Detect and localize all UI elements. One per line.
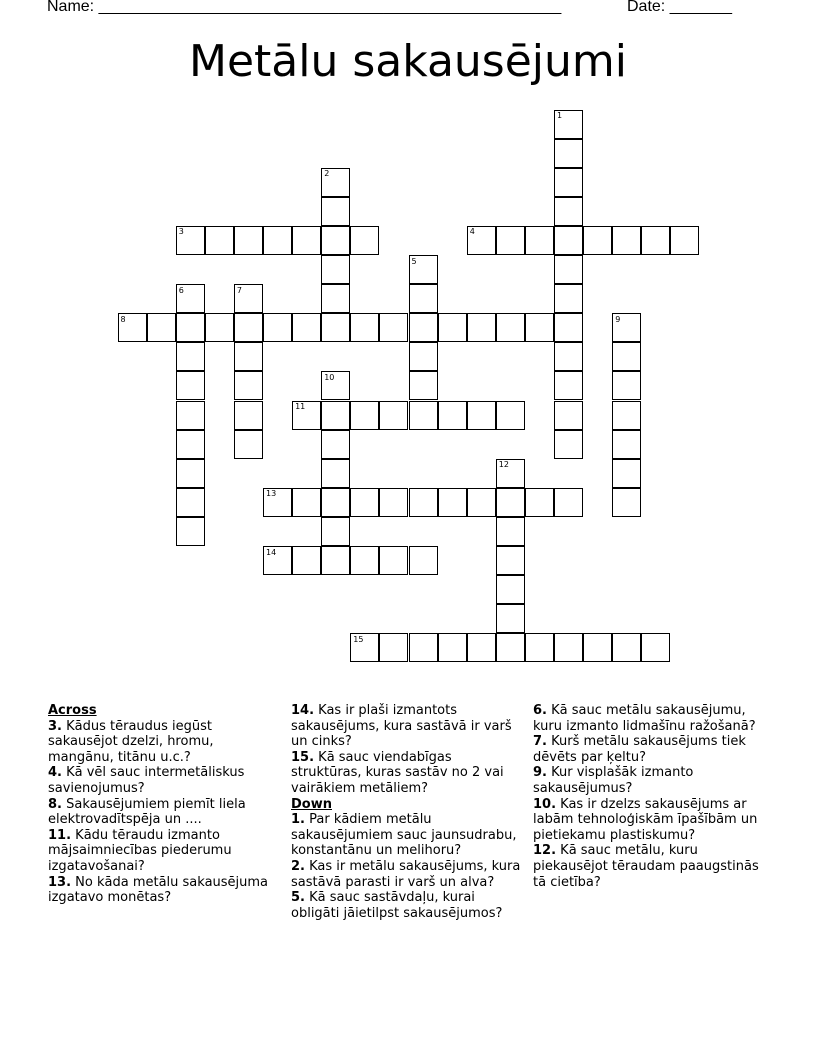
grid-cell[interactable]	[612, 401, 641, 430]
grid-cell[interactable]	[496, 633, 525, 662]
grid-cell[interactable]	[554, 139, 583, 168]
clue-number-8: 8	[120, 314, 126, 324]
grid-cell[interactable]	[496, 517, 525, 546]
grid-cell[interactable]	[147, 313, 176, 342]
grid-cell[interactable]	[321, 313, 350, 342]
grid-cell[interactable]	[321, 401, 350, 430]
grid-cell[interactable]	[321, 546, 350, 575]
clue-across-8: 8. Sakausējumiem piemīt liela elektrovadītspēja un ....	[48, 796, 246, 828]
date-field-label: Date: _______	[627, 0, 732, 15]
grid-cell[interactable]	[554, 255, 583, 284]
grid-cell[interactable]	[379, 401, 408, 430]
grid-cell[interactable]	[496, 546, 525, 575]
grid-cell[interactable]	[292, 313, 321, 342]
grid-cell[interactable]	[234, 401, 263, 430]
grid-cell[interactable]	[379, 488, 408, 517]
grid-cell[interactable]	[234, 313, 263, 342]
grid-cell[interactable]	[409, 546, 438, 575]
grid-cell[interactable]	[321, 430, 350, 459]
grid-cell[interactable]	[292, 546, 321, 575]
grid-cell[interactable]	[612, 633, 641, 662]
grid-cell[interactable]	[554, 168, 583, 197]
clues-column-3	[533, 703, 761, 890]
grid-cell[interactable]	[554, 430, 583, 459]
grid-cell[interactable]	[409, 313, 438, 342]
clue-number-4: 4	[469, 227, 475, 237]
clue-number-1: 1	[557, 111, 563, 120]
grid-cell[interactable]	[525, 633, 554, 662]
clue-down-5: 5. Kā sauc sastāvdaļu, kurai obligāti jāietilpst sakausējumos?	[291, 890, 503, 921]
grid-cell[interactable]	[379, 633, 408, 662]
grid-cell[interactable]	[525, 313, 554, 342]
clue-down-12: 12. Kā sauc metālu, kuru piekausējot tēraudam paaugstinās tā cietība?	[533, 843, 759, 890]
grid-cell[interactable]	[321, 488, 350, 517]
clue-number-2: 2	[324, 169, 330, 179]
clue-number-11: 11	[295, 402, 306, 411]
grid-cell[interactable]	[176, 488, 205, 517]
grid-cell[interactable]	[321, 197, 350, 226]
grid-cell[interactable]	[409, 342, 438, 371]
clue-number-5: 5	[411, 256, 417, 266]
grid-cell[interactable]	[321, 226, 350, 255]
grid-cell[interactable]	[205, 313, 234, 342]
grid-cell[interactable]	[292, 226, 321, 255]
grid-cell[interactable]	[554, 401, 583, 430]
grid-cell[interactable]	[176, 313, 205, 342]
clue-number-6: 6	[178, 285, 184, 295]
grid-cell[interactable]	[409, 371, 438, 400]
grid-cell[interactable]	[350, 313, 379, 342]
grid-cell[interactable]	[641, 633, 670, 662]
grid-cell[interactable]	[612, 430, 641, 459]
clue-across-14: 14. Kas ir plaši izmantots sakausējums, kura sastāvā ir varš un cinks?	[291, 703, 512, 750]
grid-cell[interactable]	[176, 430, 205, 459]
grid-cell[interactable]	[321, 459, 350, 488]
grid-cell[interactable]	[321, 517, 350, 546]
clue-number-14: 14	[266, 547, 277, 557]
grid-cell[interactable]	[438, 313, 467, 342]
page-title: Metālu sakausējumi	[189, 36, 627, 87]
grid-cell[interactable]	[496, 604, 525, 633]
grid-cell[interactable]	[554, 342, 583, 371]
grid-cell[interactable]	[350, 401, 379, 430]
grid-cell[interactable]	[496, 575, 525, 604]
grid-cell[interactable]	[350, 488, 379, 517]
clue-number-3: 3	[178, 227, 184, 237]
grid-cell[interactable]	[234, 226, 263, 255]
clue-down-7: 7. Kurš metālu sakausējums tiek dēvēts par ķeltu?	[533, 734, 746, 765]
clue-across-13: 13. No kāda metālu sakausējuma izgatavo monētas?	[48, 874, 269, 906]
clue-across-4: 4. Kā vēl sauc intermetāliskus savienojumus?	[48, 765, 245, 796]
grid-cell[interactable]	[525, 488, 554, 517]
grid-cell[interactable]	[409, 488, 438, 517]
grid-cell[interactable]	[612, 226, 641, 255]
grid-cell[interactable]	[263, 226, 292, 255]
grid-cell[interactable]	[554, 284, 583, 313]
grid-cell[interactable]	[438, 633, 467, 662]
clue-down-10: 10. Kas ir dzelzs sakausējums ar labām tehnoloģiskām īpašībām un pietiekamu plastiskumu?	[533, 796, 758, 843]
grid-cell[interactable]	[409, 401, 438, 430]
grid-cell[interactable]	[554, 197, 583, 226]
grid-cell[interactable]	[409, 284, 438, 313]
grid-cell[interactable]	[292, 488, 321, 517]
grid-cell[interactable]	[496, 401, 525, 430]
grid-cell[interactable]	[467, 633, 496, 662]
grid-cell[interactable]	[583, 226, 612, 255]
clue-across-3: 3. Kādus tēraudus iegūst sakausējot dzelzi, hromu, mangānu, titānu u.c.?	[48, 718, 214, 765]
clue-number-7: 7	[236, 285, 242, 295]
grid-cell[interactable]	[496, 488, 525, 517]
clue-across-11: 11. Kādu tēraudu izmanto mājsaimniecības piederumu izgatavošanai?	[48, 827, 232, 874]
clue-number-15: 15	[353, 634, 364, 644]
name-field-label: Name: ____________________________________________________	[47, 0, 562, 15]
down-heading: Down	[291, 796, 332, 812]
grid-cell[interactable]	[612, 371, 641, 400]
grid-cell[interactable]	[554, 226, 583, 255]
clues-column-2	[291, 703, 523, 921]
clue-number-13: 13	[266, 489, 277, 499]
grid-cell[interactable]	[670, 226, 699, 255]
clues-column-1	[48, 703, 280, 906]
grid-cell[interactable]	[496, 226, 525, 255]
clue-number-10: 10	[324, 372, 335, 382]
grid-cell[interactable]	[234, 430, 263, 459]
grid-cell[interactable]	[321, 284, 350, 313]
clue-down-9: 9. Kur visplašāk izmanto sakausējumus?	[533, 765, 694, 796]
grid-cell[interactable]	[205, 226, 234, 255]
grid-cell[interactable]	[350, 546, 379, 575]
grid-cell[interactable]	[234, 371, 263, 400]
grid-cell[interactable]	[321, 255, 350, 284]
grid-cell[interactable]	[554, 488, 583, 517]
grid-cell[interactable]	[467, 488, 496, 517]
grid-cell[interactable]	[176, 459, 205, 488]
across-heading: Across	[48, 703, 97, 718]
grid-cell[interactable]	[583, 633, 612, 662]
grid-cell[interactable]	[438, 401, 467, 430]
grid-cell[interactable]	[379, 546, 408, 575]
grid-cell[interactable]	[350, 226, 379, 255]
grid-cell[interactable]	[438, 488, 467, 517]
grid-cell[interactable]	[612, 342, 641, 371]
grid-cell[interactable]	[554, 371, 583, 400]
grid-cell[interactable]	[263, 313, 292, 342]
clue-across-15: 15. Kā sauc viendabīgas struktūras, kuras sastāv no 2 vai vairākiem metāliem?	[291, 749, 504, 796]
grid-cell[interactable]	[234, 342, 263, 371]
grid-cell[interactable]	[467, 401, 496, 430]
grid-cell[interactable]	[496, 313, 525, 342]
clue-number-12: 12	[498, 460, 509, 470]
clue-down-2: 2. Kas ir metālu sakausējums, kura sastāvā parasti ir varš un alva?	[291, 858, 521, 890]
grid-cell[interactable]	[176, 371, 205, 400]
grid-cell[interactable]	[525, 226, 554, 255]
grid-cell[interactable]	[176, 342, 205, 371]
grid-cell[interactable]	[641, 226, 670, 255]
grid-cell[interactable]	[176, 401, 205, 430]
clue-down-1: 1. Par kādiem metālu sakausējumiem sauc jaunsudrabu, konstantānu un melihoru?	[291, 812, 517, 859]
grid-cell[interactable]	[409, 633, 438, 662]
grid-cell[interactable]	[554, 633, 583, 662]
clue-number-9: 9	[615, 314, 621, 324]
grid-cell[interactable]	[554, 313, 583, 342]
grid-cell[interactable]	[612, 488, 641, 517]
grid-cell[interactable]	[612, 459, 641, 488]
grid-cell[interactable]	[176, 517, 205, 546]
grid-cell[interactable]	[379, 313, 408, 342]
grid-cell[interactable]	[467, 313, 496, 342]
clue-down-6: 6. Kā sauc metālu sakausējumu, kuru izmanto lidmašīnu ražošanā?	[533, 703, 756, 734]
